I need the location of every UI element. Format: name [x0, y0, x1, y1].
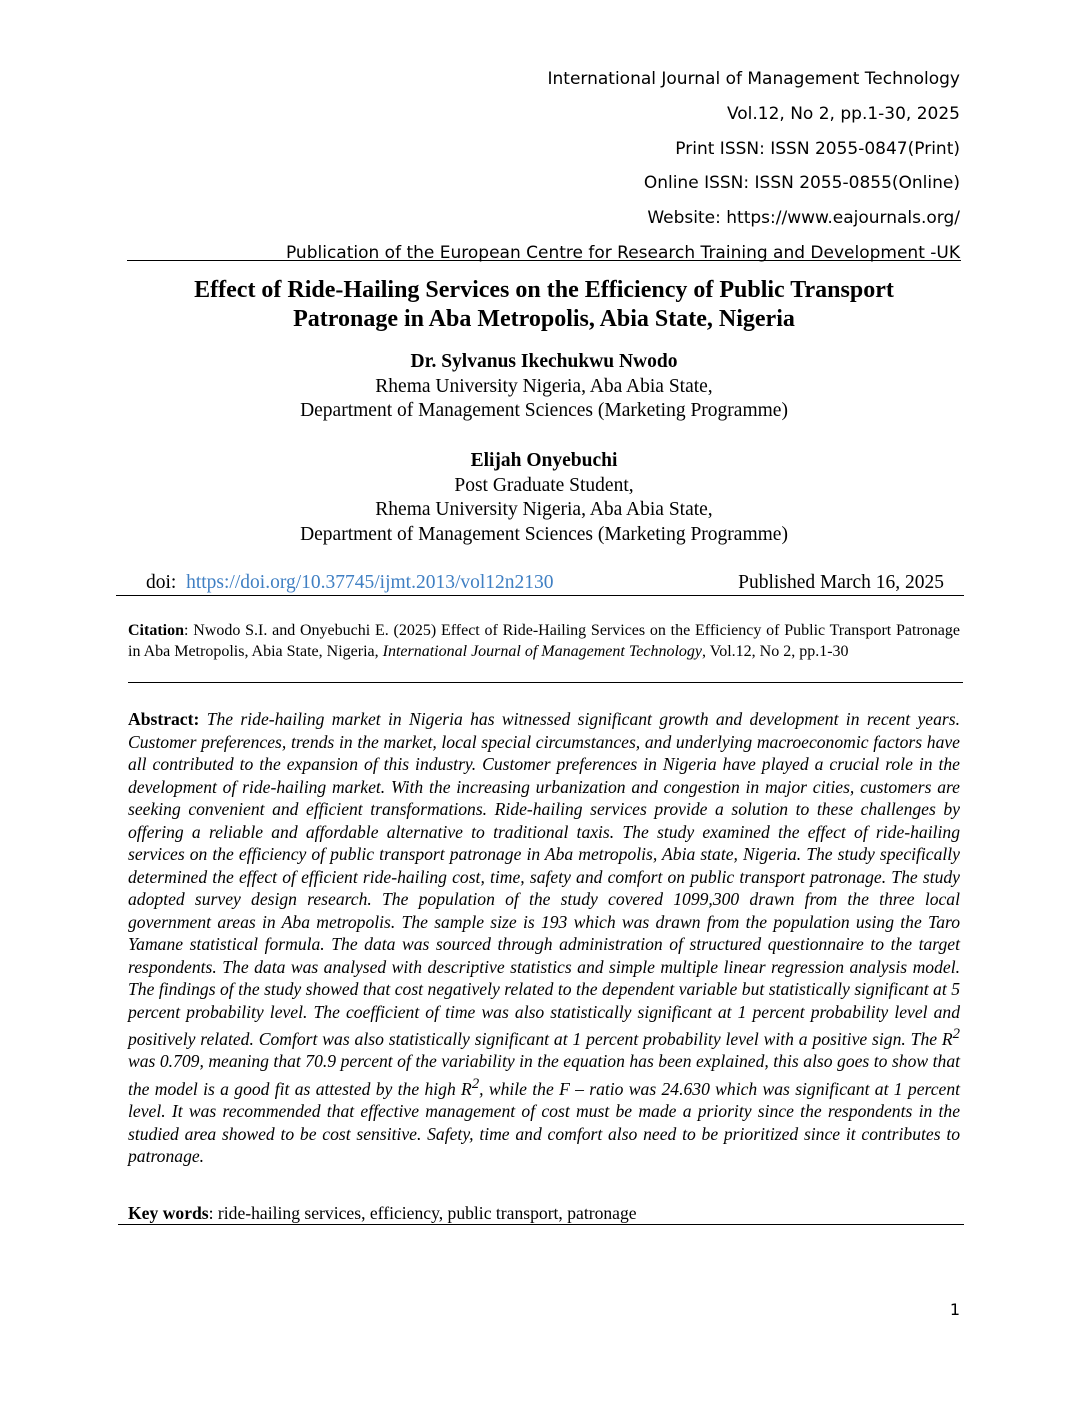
- author-block-1: [128, 350, 960, 424]
- online-issn: Online ISSN: ISSN 2055-0855(Online): [643, 173, 960, 194]
- title-line-1: Effect of Ride-Hailing Services on the Efficiency of Public Transport: [194, 277, 894, 303]
- keywords-text: : ride-hailing services, efficiency, public transport, patronage: [208, 1203, 637, 1223]
- citation: [128, 621, 960, 662]
- abstract-body: [128, 709, 960, 1166]
- author-affiliation: Rhema University Nigeria, Aba Abia State,: [375, 375, 713, 397]
- superscript: 2: [471, 1075, 480, 1092]
- author-affiliation: Rhema University Nigeria, Aba Abia State,: [375, 499, 713, 520]
- paper-title: [128, 276, 960, 334]
- citation-text-end: , Vol.12, No 2, pp.1-30: [702, 642, 849, 660]
- journal-volume: Vol.12, No 2, pp.1-30, 2025: [726, 103, 960, 124]
- citation-label: Citation: [128, 622, 184, 639]
- journal-header: [100, 62, 960, 271]
- citation-journal: International Journal of Management Technology: [382, 642, 702, 660]
- author-name: Dr. Sylvanus Ikechukwu Nwodo: [410, 351, 678, 372]
- author-name: Elijah Onyebuchi: [470, 450, 618, 471]
- page-number: 1: [949, 1300, 960, 1319]
- doi-label: doi:: [146, 572, 177, 593]
- citation-text: : Nwodo S.I. and Onyebuchi E. (2025) Effect of Ride-Hailing Services on the Efficiency of Public Transport Patronage in Aba Metropolis, Abia State, Nigeria,: [128, 622, 960, 660]
- published-date: Published March 16, 2025: [738, 572, 944, 593]
- title-line-2: Patronage in Aba Metropolis, Abia State, Nigeria: [293, 306, 795, 332]
- doi-divider: [116, 595, 964, 596]
- keywords-divider: [118, 1224, 964, 1225]
- keywords: [128, 1202, 960, 1224]
- author-block-2: [128, 449, 960, 547]
- superscript: 2: [952, 1026, 960, 1042]
- citation-divider: [128, 682, 963, 683]
- author-affiliation: Department of Management Sciences (Marketing Programme): [300, 400, 788, 421]
- journal-website: Website: https://www.eajournals.org/: [647, 208, 960, 229]
- abstract-text: The ride-hailing market in Nigeria has witnessed significant growth and development in recent years. Customer preferences, trends in the market, local special circumstances, and underlying macroeconomic factors have all contributed to the expansion of this industry. Customer preferences in Nigeria have played a crucial role in the development of ride-hailing market. With the increasing urbanization and congestion in major cities, customers are seeking convenient and efficient transformations. Ride-hailing services provide a solution to these challenges by offering a reliable and affordable alternative to traditional taxis. The study examined the effect of ride-hailing services on the efficiency of public transport patronage in Aba metropolis, Abia state, Nigeria. The study specifically determined the effect of efficient ride-hailing cost, time, safety and comfort on public transport patronage. The study adopted survey design research. The population of the study covered 1099,300 drawn from the three local government areas in Aba metropolis. The sample size is 193 which was drawn from the population using the Taro Yamane statistical formula. The data was sourced through administration of structured questionnaire to the target respondents. The data was analysed with descriptive statistics and simple multiple linear regression analysis model. The findings of the study showed that cost negatively related to the dependent variable but statistically significant at 5 percent probability level. The coefficient of time was also statistically significant at 1 percent probability level and positively related. Comfort was also statistically significant at 1 percent probability level with a positive sign. The R: [128, 709, 960, 1049]
- print-issn: Print ISSN: ISSN 2055-0847(Print): [675, 138, 960, 159]
- abstract-label: Abstract:: [128, 709, 200, 729]
- journal-name: International Journal of Management Technology: [547, 69, 960, 89]
- doi-link[interactable]: https://doi.org/10.37745/ijmt.2013/vol12n2130: [186, 572, 554, 593]
- header-divider: [127, 260, 961, 261]
- abstract-text: , while the F – ratio was 24.630 which was significant at 1 percent level. It was recommended that effective management of cost must be made a priority since the respondents in the studied area showed to be cost sensitive. Safety, time and comfort also need to be prioritized since it contributes to patronage.: [128, 1078, 961, 1167]
- author-affiliation: Department of Management Sciences (Marketing Programme): [300, 523, 788, 545]
- abstract: [128, 708, 960, 1168]
- keywords-label: Key words: [128, 1203, 209, 1223]
- doi-row: [146, 571, 944, 595]
- publisher-line: Publication of the European Centre for Research Training and Development -UK: [285, 242, 960, 263]
- author-affiliation: Post Graduate Student,: [454, 474, 634, 496]
- abstract-text: was 0.709, meaning that 70.9 percent of the variability in the equation has been explained, this also goes to show that the model is a good fit as attested by the high R: [128, 1051, 960, 1099]
